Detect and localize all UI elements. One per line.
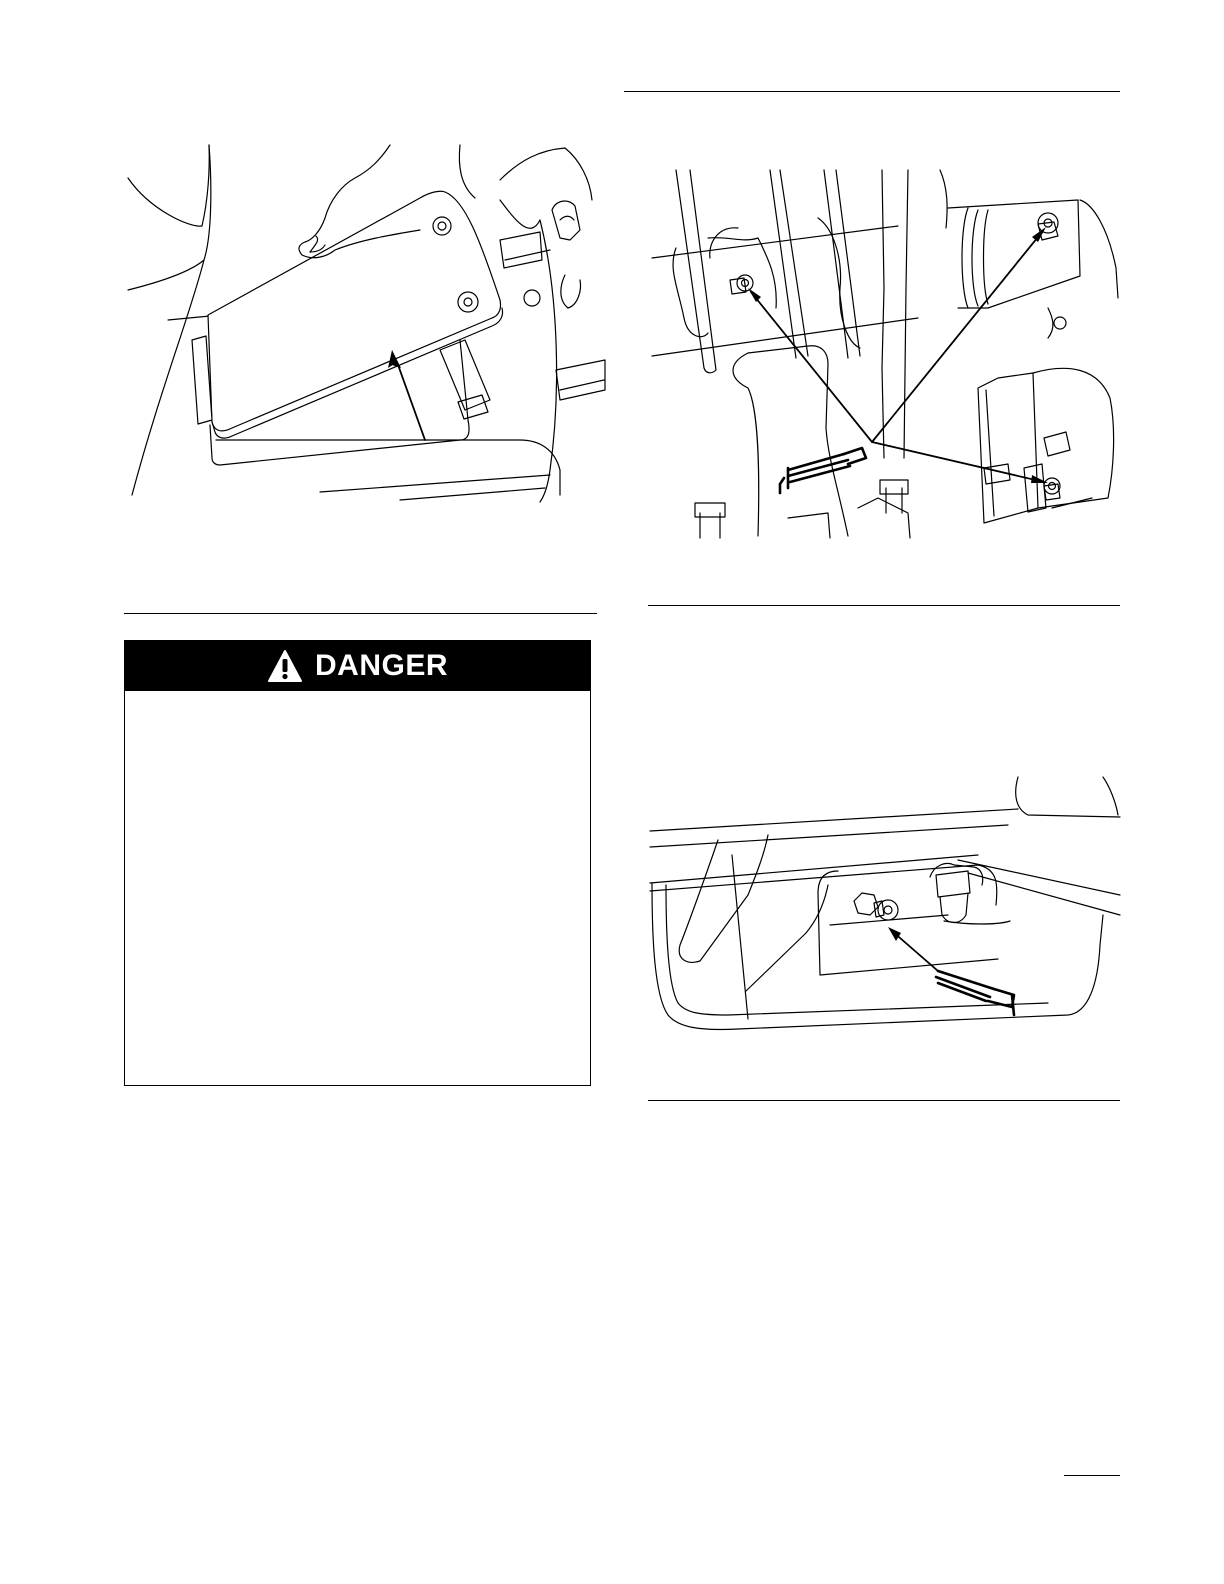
- figure-grease-fittings-three: [648, 168, 1118, 538]
- section-rule-left: [124, 613, 597, 614]
- danger-label: DANGER: [314, 649, 448, 682]
- section-rule-mid-right: [648, 605, 1120, 606]
- figure-access-cover: [120, 140, 605, 505]
- grease-gun-symbol: [936, 971, 1014, 1015]
- grease-fitting-3: [1044, 478, 1060, 500]
- danger-header: [125, 641, 590, 691]
- danger-box: [124, 640, 591, 1086]
- section-rule-top-right: [624, 91, 1120, 92]
- grease-gun-symbol: [780, 448, 866, 493]
- grease-fitting-1: [730, 275, 753, 294]
- grease-fitting: [854, 893, 898, 920]
- section-rule-bottom-right: [648, 1100, 1120, 1101]
- warning-triangle-icon: [267, 649, 303, 683]
- page-footer-rule: [1064, 1475, 1120, 1476]
- figure-grease-fitting-single: [648, 775, 1120, 1035]
